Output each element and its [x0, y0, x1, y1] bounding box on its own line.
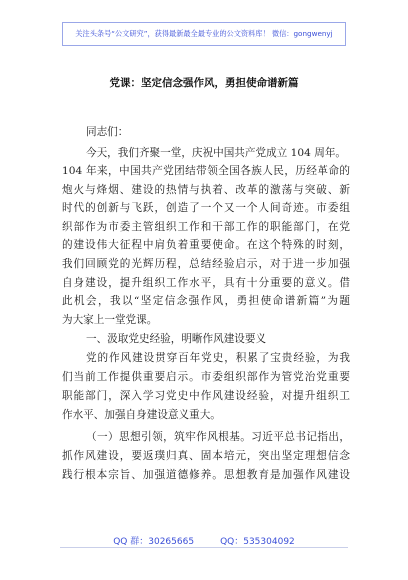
body-line: 时代的创新与飞跃，创造了一个又一个人间奇迹。市委组: [62, 202, 350, 214]
body-line: 职能部门，深入学习党史中作风建设经验，对提升组织工: [62, 390, 350, 402]
section-heading: 一、汲取党史经验，明晰作风建设要义: [86, 333, 267, 345]
body-line: 此机会，我以“坚定信念强作风，勇担使命谱新篇”为题: [62, 295, 350, 307]
body-line: 今天，我们齐聚一堂，庆祝中国共产党成立 104 周年。: [86, 147, 347, 159]
header-banner-text: 关注头条号“公文研究”，获得最新最全最专业的公文资料库！ 微信：gongwenyj: [75, 29, 333, 38]
body-line: 自身建设，提升组织工作水平，具有十分重要的意义。借: [62, 277, 350, 289]
document-title: 党课：坚定信念强作风，勇担使命谱新篇: [109, 77, 299, 89]
footer: [0, 534, 408, 547]
header-banner: [62, 22, 346, 46]
body-line: 抓作风建设，要返璞归真、固本培元，突出坚定理想信念: [62, 450, 350, 462]
body-line: 践行根本宗旨、加强道德修养。思想教育是加强作风建设: [62, 469, 350, 481]
body-line: 党的作风建设贯穿百年党史，积累了宝贵经验，为我: [86, 352, 350, 364]
subsection-heading: （一）思想引领，筑牢作风根基。习近平总书记指出，: [86, 431, 350, 443]
body-line: 为大家上一堂党课。: [62, 314, 158, 326]
body-line: 炮火与烽烟、建设的热情与执着、改革的激荡与突破、新: [62, 184, 350, 196]
body-line: 104 年来，中国共产党团结带领全国各族人民，历经革命的: [62, 165, 350, 177]
body-line: 织部作为市委主管组织工作和干部工作的职能部门，在党: [62, 221, 350, 233]
footer-qq-group: QQ 群：30265665: [113, 537, 195, 547]
body-line: 我们回顾党的光辉历程，总结经验启示，对于进一步加强: [62, 258, 350, 270]
body-line: 的建设伟大征程中肩负着重要使命。在这个特殊的时刻，: [62, 239, 350, 251]
footer-divider: [60, 547, 348, 548]
footer-qq: QQ：535304092: [220, 537, 295, 547]
salutation: 同志们：: [86, 126, 129, 138]
body-line: 们当前工作提供重要启示。市委组织部作为管党治党重要: [62, 371, 350, 383]
body-line: 作水平、加强自身建设意义重大。: [62, 409, 221, 421]
